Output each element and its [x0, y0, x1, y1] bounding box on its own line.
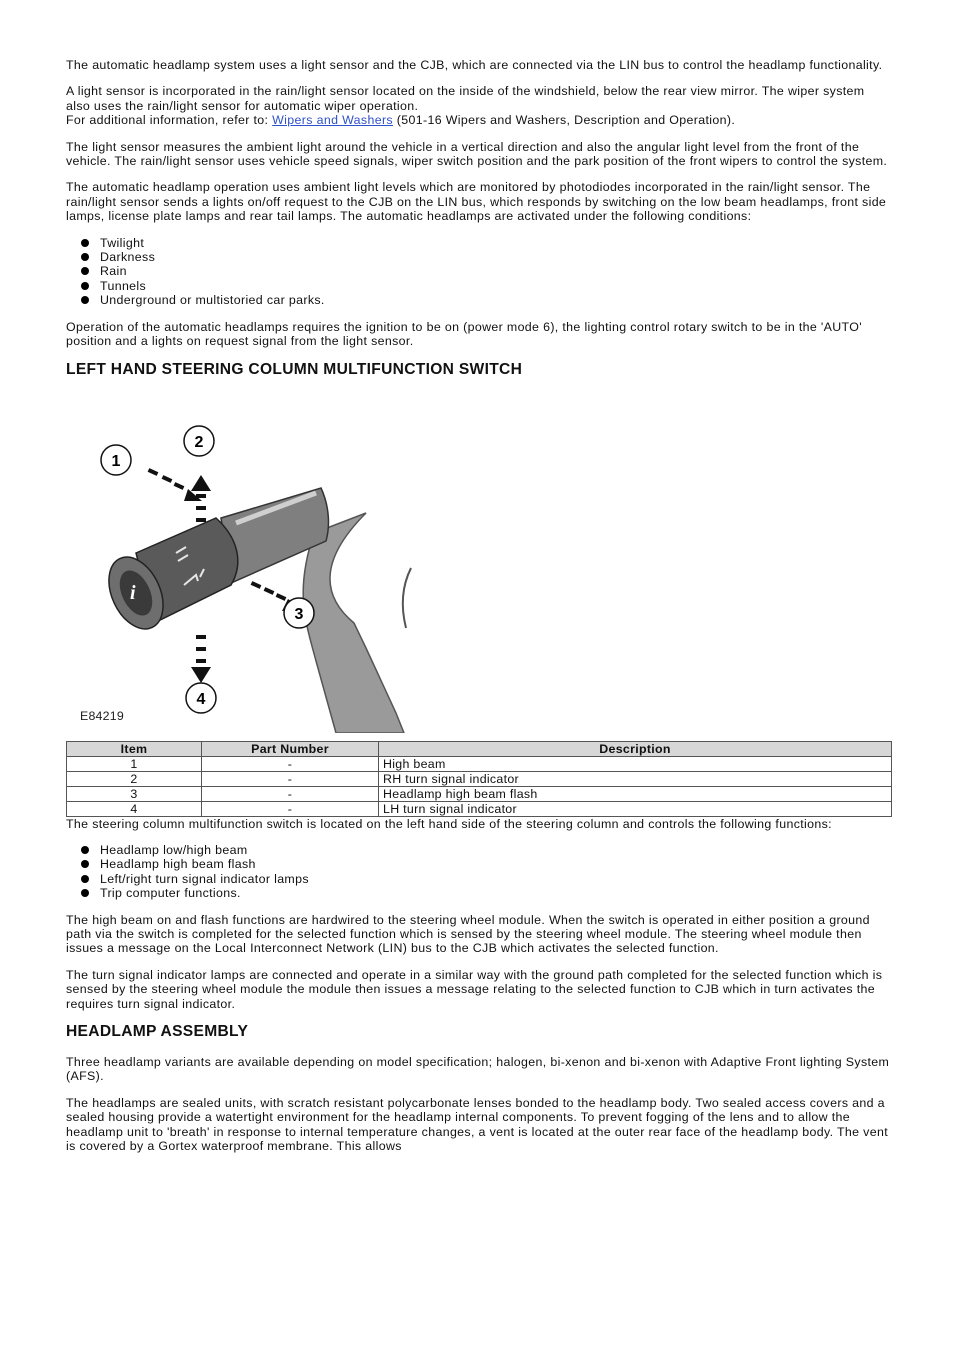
wipers-washers-link[interactable]: Wipers and Washers — [272, 113, 393, 128]
headlamp-paragraph-1: Three headlamp variants are available depending on model specification; halogen, bi-xenon and bi-xenon with Adaptive Front lighting System (AFS). — [66, 1054, 890, 1084]
callout-3 — [284, 598, 314, 628]
cell-item: 1 — [67, 756, 202, 771]
cell-item: 3 — [67, 786, 202, 801]
column-header-item: Item — [67, 741, 202, 756]
callout-4 — [186, 683, 216, 713]
table-row — [67, 801, 892, 816]
arrow-lh-turn — [191, 635, 211, 683]
cell-item: 2 — [67, 771, 202, 786]
section-heading-headlamp-assembly: HEADLAMP ASSEMBLY — [66, 1022, 249, 1040]
list-item: Rain — [88, 264, 892, 278]
table-row — [67, 756, 892, 771]
cell-part-number: - — [202, 771, 379, 786]
table-row — [67, 771, 892, 786]
figure-code: E84219 — [80, 708, 124, 723]
reference-suffix: (501-16 Wipers and Washers, Description and Operation). — [392, 113, 736, 128]
table-header-row — [67, 741, 892, 756]
intro-paragraph-2 — [66, 84, 892, 127]
section-heading-multifunction-switch: LEFT HAND STEERING COLUMN MULTIFUNCTION SWITCH — [66, 360, 523, 378]
info-icon: i — [130, 581, 136, 604]
steering-wheel-edge — [403, 568, 411, 628]
list-item: Underground or multistoried car parks. — [88, 293, 892, 307]
cell-part-number: - — [202, 756, 379, 771]
functions-list — [88, 843, 892, 901]
callout-3-label: 3 — [294, 605, 304, 623]
intro-paragraph-3: The light sensor measures the ambient light around the vehicle in a vertical direction and also the angular light level from the front of the vehicle. The rain/light sensor uses vehicle speed signals, wiper switch position and the park position of the front wipers to control the system. — [66, 139, 888, 169]
list-item: Trip computer functions. — [88, 886, 892, 900]
callout-2-label: 2 — [194, 433, 204, 451]
switch-paragraph-1: The steering column multifunction switch is located on the left hand side of the steering column and controls the following functions: — [66, 816, 832, 831]
intro-paragraph-5: Operation of the automatic headlamps requires the ignition to be on (power mode 6), the lighting control rotary switch to be in the 'AUTO' position and a lights on request signal from the light sensor. — [66, 319, 862, 349]
cell-description: High beam — [379, 756, 892, 771]
column-header-part-number: Part Number — [202, 741, 379, 756]
list-item: Headlamp high beam flash — [88, 857, 892, 871]
list-item: Tunnels — [88, 279, 892, 293]
cell-item: 4 — [67, 801, 202, 816]
switch-paragraph-3: The turn signal indicator lamps are connected and operate in a similar way with the ground path completed for the selected function which is sensed by the steering wheel module the module then issues a message relating to the selected function to CJB which in turn activates the requires turn signal indicator. — [66, 967, 883, 1011]
list-item: Darkness — [88, 250, 892, 264]
conditions-list — [88, 236, 892, 308]
list-item: Headlamp low/high beam — [88, 843, 892, 857]
intro-paragraph-2-text: A light sensor is incorporated in the rain/light sensor located on the inside of the windshield, below the rear view mirror. The wiper system also uses the rain/light sensor for automatic wiper operation. — [66, 84, 865, 113]
multifunction-switch-figure — [66, 393, 892, 733]
document-page — [66, 58, 892, 1165]
intro-paragraph-4: The automatic headlamp operation uses ambient light levels which are monitored by photodiodes incorporated in the rain/light sensor. The rain/light sensor sends a lights on/off request to the CJB on the LIN bus, which responds by switching on the low beam headlamps, front side lamps, license plate lamps and rear tail lamps. The automatic headlamps are activated under the following conditions: — [66, 180, 887, 224]
intro-paragraph-1: The automatic headlamp system uses a light sensor and the CJB, which are connected via the LIN bus to control the headlamp functionality. — [66, 58, 883, 72]
multifunction-switch-illustration — [66, 393, 892, 733]
cell-part-number: - — [202, 801, 379, 816]
reference-prefix: For additional information, refer to: — [66, 113, 273, 128]
cell-description: RH turn signal indicator — [379, 771, 892, 786]
table-row — [67, 786, 892, 801]
cell-part-number: - — [202, 786, 379, 801]
callout-2 — [184, 426, 214, 456]
cell-description: LH turn signal indicator — [379, 801, 892, 816]
headlamp-paragraph-2: The headlamps are sealed units, with scratch resistant polycarbonate lenses bonded to the headlamp body. Two sealed access covers and a sealed housing provide a watertight environment for the headlamp internal components. To prevent fogging of the lens and to allow the headlamp unit to 'breath' in response to internal temperature changes, a vent is located at the outer rear face of the headlamp body. The vent is covered by a Gortex waterproof membrane. This allows — [66, 1095, 888, 1153]
cell-description: Headlamp high beam flash — [379, 786, 892, 801]
column-header-description: Description — [379, 741, 892, 756]
callout-1 — [101, 445, 131, 475]
list-item: Twilight — [88, 236, 892, 250]
switch-paragraph-2: The high beam on and flash functions are hardwired to the steering wheel module. When the switch is operated in either position a ground path via the switch is completed for the selected function which is sensed by the steering wheel module. The steering wheel module then issues a message on the Local Interconnect Network (LIN) bus to the CJB which activates the selected function. — [66, 912, 870, 956]
callout-1-label: 1 — [111, 452, 121, 470]
arrow-high-beam — [148, 468, 202, 501]
column-shroud — [303, 513, 404, 733]
list-item: Left/right turn signal indicator lamps — [88, 872, 892, 886]
callout-4-label: 4 — [196, 690, 206, 708]
parts-table — [66, 741, 892, 817]
